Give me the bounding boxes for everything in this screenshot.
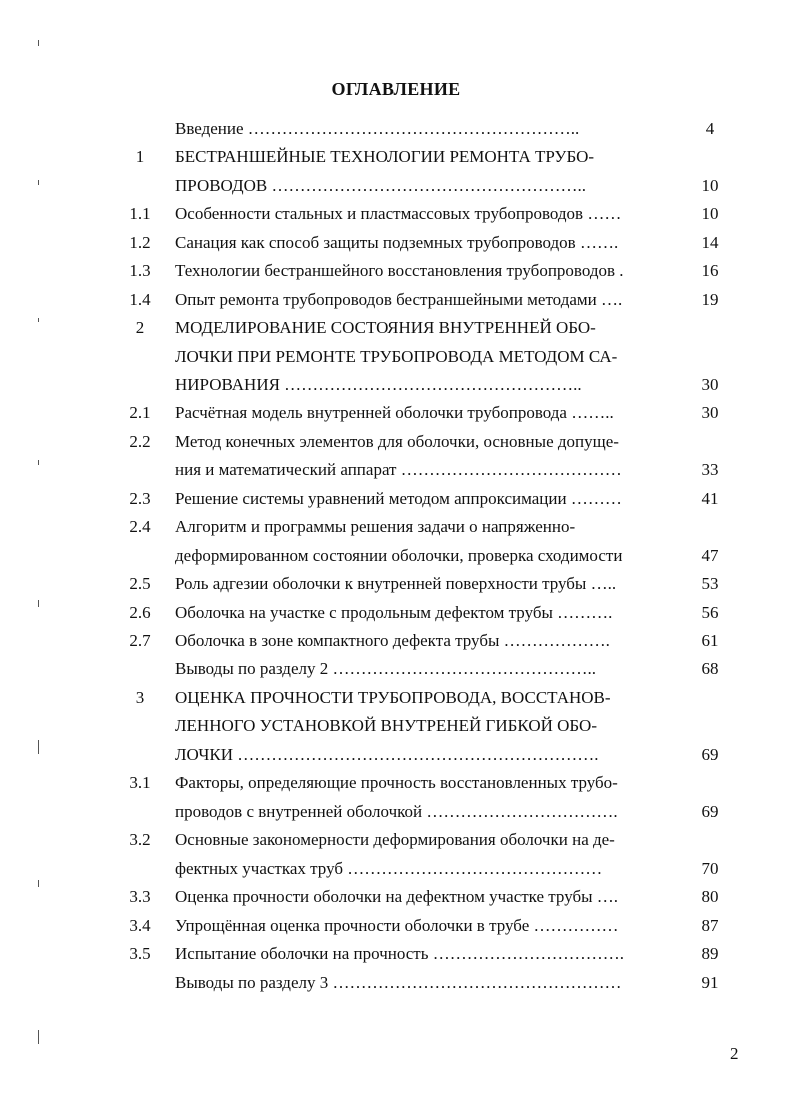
toc-entry-text: Оценка прочности оболочки на дефектном участке трубы …. [175,887,619,906]
scan-mark [38,600,39,607]
toc-entry-text: БЕСТРАНШЕЙНЫЕ ТЕХНОЛОГИИ РЕМОНТА ТРУБО- [175,147,595,166]
toc-entry-page: 69 [701,802,719,821]
toc-entry-page: 33 [701,460,719,479]
toc-entry-number: 2 [135,318,145,337]
toc-entry-text: Оболочка на участке с продольным дефектом трубы ………. [175,603,613,622]
toc-entry-text: Опыт ремонта трубопроводов бестраншейными методами …. [175,290,623,309]
toc-entry-text: Расчётная модель внутренней оболочки трубопровода …….. [175,403,614,422]
toc-entry [0,515,792,539]
toc-entry-number: 3 [135,688,145,707]
toc-entry-page: 47 [701,546,719,565]
toc-entry-text: Роль адгезии оболочки к внутренней поверхности трубы ….. [175,574,617,593]
toc-entry-text: Основные закономерности деформирования оболочки на де- [175,830,615,849]
toc-entry-text: деформированном состоянии оболочки, проверка сходимости [175,546,623,565]
toc-entry [0,430,792,454]
toc-entry-number: 3.2 [129,830,151,849]
toc-entry-text: Факторы, определяющие прочность восстановленных трубо- [175,773,618,792]
toc-entry [0,771,792,795]
toc-entry-page: 69 [701,745,719,764]
toc-entry [0,487,792,511]
toc-entry-page: 30 [701,375,719,394]
toc-entry-number: 2.6 [129,603,151,622]
toc-entry [0,629,792,653]
toc-entry-text: Введение ………………………………………………….. [175,119,580,138]
toc-entry [0,117,792,141]
toc-entry-text: Особенности стальных и пластмассовых трубопроводов …… [175,204,622,223]
toc-entry-page: 89 [701,944,719,963]
toc-entry-number: 2.7 [129,631,151,650]
toc-entry-number: 2.2 [129,432,151,451]
toc-entry-page: 80 [701,887,719,906]
toc-entry [0,828,792,852]
toc-entry [0,686,792,710]
toc-entry-page: 91 [701,973,719,992]
toc-entry-page: 16 [701,261,719,280]
toc-entry-text: Санация как способ защиты подземных трубопроводов ……. [175,233,619,252]
toc-entry-number: 2.1 [129,403,151,422]
scan-mark [38,1030,39,1044]
toc-entry-text: ПРОВОДОВ ……………………………………………….. [175,176,586,195]
scan-mark [38,180,39,185]
toc-entry-text: Технологии бестраншейного восстановления трубопроводов . [175,261,624,280]
toc-entry-number: 3.5 [129,944,151,963]
toc-entry [0,401,792,425]
toc-entry-number: 1.4 [129,290,151,309]
toc-entry [0,857,792,881]
toc-entry-page: 14 [701,233,719,252]
toc-entry-number: 2.3 [129,489,151,508]
page-title: ОГЛАВЛЕНИЕ [331,79,461,99]
toc-entry-text: Испытание оболочки на прочность ……………………………. [175,944,624,963]
toc-entry-text: МОДЕЛИРОВАНИЕ СОСТОЯНИЯ ВНУТРЕННЕЙ ОБО- [175,318,596,337]
toc-entry [0,544,792,568]
toc-entry-text: ЛОЧКИ ПРИ РЕМОНТЕ ТРУБОПРОВОДА МЕТОДОМ СА- [175,347,618,366]
toc-entry-page: 10 [701,176,719,195]
toc-entry [0,373,792,397]
toc-entry-number: 1 [135,147,145,166]
toc-entry-number: 3.3 [129,887,151,906]
toc-entry-page: 87 [701,916,719,935]
toc-entry [0,657,792,681]
toc-entry [0,885,792,909]
toc-entry-number: 1.1 [129,204,151,223]
toc-entry-text: проводов с внутренней оболочкой ……………………………. [175,802,618,821]
toc-entry-text: ЛОЧКИ ………………………………………………………. [175,745,599,764]
toc-entry-text: Оболочка в зоне компактного дефекта трубы ………………. [175,631,610,650]
toc-entry [0,971,792,995]
toc-entry [0,316,792,340]
toc-entry [0,174,792,198]
toc-entry-text: НИРОВАНИЯ …………………………………………….. [175,375,582,394]
toc-entry-page: 61 [701,631,719,650]
toc-entry [0,800,792,824]
toc-entry [0,914,792,938]
toc-entry-text: фектных участках труб ……………………………………… [175,859,603,878]
toc-entry-text: ЛЕННОГО УСТАНОВКОЙ ВНУТРЕНЕЙ ГИБКОЙ ОБО- [175,716,597,735]
scan-mark [38,318,39,322]
toc-entry-text: Выводы по разделу 3 …………………………………………… [175,973,622,992]
toc-entry-page: 68 [701,659,719,678]
toc-entry-page: 56 [701,603,719,622]
toc-entry-text: ОЦЕНКА ПРОЧНОСТИ ТРУБОПРОВОДА, ВОССТАНОВ- [175,688,611,707]
toc-entry-page: 19 [701,290,719,309]
toc-entry [0,231,792,255]
toc-entry [0,714,792,738]
toc-entry-page: 53 [701,574,719,593]
toc-entry [0,942,792,966]
toc-entry [0,145,792,169]
toc-entry-number: 3.4 [129,916,151,935]
toc-entry [0,743,792,767]
toc-entry [0,601,792,625]
toc-entry-text: Решение системы уравнений методом аппроксимации ……… [175,489,622,508]
scan-mark [38,740,39,754]
toc-entry-number: 2.5 [129,574,151,593]
toc-entry-text: Выводы по разделу 2 ……………………………………….. [175,659,596,678]
toc-entry-page: 70 [701,859,719,878]
toc-entry-number: 3.1 [129,773,151,792]
toc-entry [0,202,792,226]
toc-entry [0,288,792,312]
toc-entry-text: Упрощённая оценка прочности оболочки в трубе …………… [175,916,619,935]
toc-entry-number: 2.4 [129,517,151,536]
scan-mark [38,880,39,887]
page-number: 2 [730,1044,739,1063]
toc-entry-text: ния и математический аппарат ………………………………… [175,460,622,479]
toc-entry [0,345,792,369]
toc-entry-text: Алгоритм и программы решения задачи о напряженно- [175,517,576,536]
toc-entry [0,572,792,596]
toc-entry-page: 30 [701,403,719,422]
toc-entry-page: 10 [701,204,719,223]
toc-entry-number: 1.3 [129,261,151,280]
toc-entry-text: Метод конечных элементов для оболочки, основные допуще- [175,432,619,451]
toc-entry [0,458,792,482]
scan-mark [38,460,39,465]
toc-entry [0,259,792,283]
toc-entry-number: 1.2 [129,233,151,252]
toc-entry-page: 41 [701,489,719,508]
scan-mark [38,40,39,46]
toc-entry-page: 4 [705,119,715,138]
